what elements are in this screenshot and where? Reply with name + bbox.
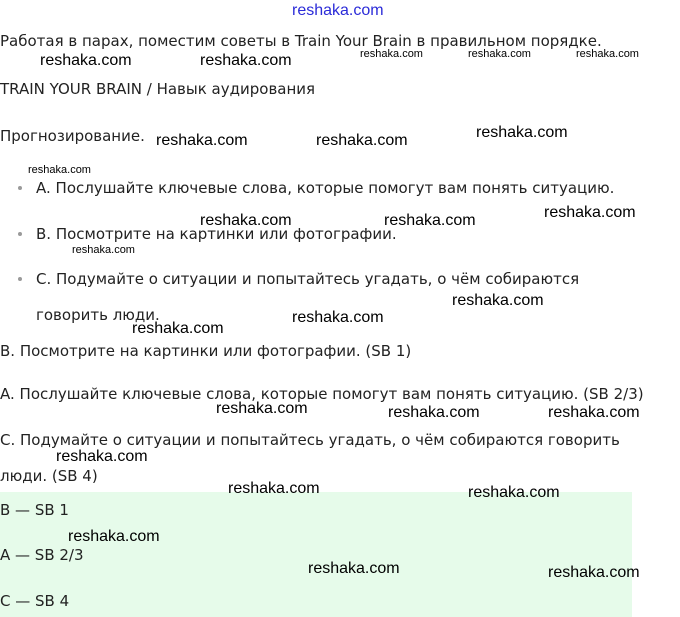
watermark: reshaka.com bbox=[216, 400, 308, 417]
watermark-top: reshaka.com bbox=[292, 2, 384, 19]
intro-text: Работая в парах, поместим советы в Train Your Brain в правильном порядке. bbox=[0, 32, 602, 50]
bullet-dot bbox=[18, 232, 22, 236]
watermark: reshaka.com bbox=[468, 484, 560, 501]
ordered-c: C. Подумайте о ситуации и попытайтесь угадать, о чём собираются говорить bbox=[0, 431, 620, 449]
watermark: reshaka.com bbox=[452, 292, 544, 309]
answer-a: A — SB 2/3 bbox=[0, 546, 84, 564]
watermark: reshaka.com bbox=[292, 309, 384, 326]
watermark: reshaka.com bbox=[548, 404, 640, 421]
watermark-small: reshaka.com bbox=[72, 244, 135, 256]
watermark: reshaka.com bbox=[548, 564, 640, 581]
ordered-b: B. Посмотрите на картинки или фотографии. (SB 1) bbox=[0, 342, 412, 360]
answer-box bbox=[0, 492, 632, 617]
watermark: reshaka.com bbox=[544, 204, 636, 221]
watermark: reshaka.com bbox=[388, 404, 480, 421]
watermark: reshaka.com bbox=[308, 560, 400, 577]
tip-a: A. Послушайте ключевые слова, которые помогут вам понять ситуацию. bbox=[36, 179, 615, 197]
tip-c: C. Подумайте о ситуации и попытайтесь угадать, о чём собираются bbox=[36, 270, 580, 288]
watermark-small: reshaka.com bbox=[28, 164, 91, 176]
ordered-c-continued: люди. (SB 4) bbox=[0, 467, 98, 485]
section-title: TRAIN YOUR BRAIN / Навык аудирования bbox=[0, 80, 316, 98]
ordered-a: A. Послушайте ключевые слова, которые помогут вам понять ситуацию. (SB 2/3) bbox=[0, 385, 644, 403]
answer-c: C — SB 4 bbox=[0, 592, 70, 610]
bullet-dot bbox=[18, 277, 22, 281]
bullet-dot bbox=[18, 186, 22, 190]
watermark: reshaka.com bbox=[476, 124, 568, 141]
watermark: reshaka.com bbox=[200, 52, 292, 69]
watermark-small: reshaka.com bbox=[360, 48, 423, 60]
tip-c-continued: говорить люди. bbox=[36, 306, 160, 324]
subheading: Прогнозирование. bbox=[0, 127, 145, 145]
watermark-small: reshaka.com bbox=[576, 48, 639, 60]
watermark: reshaka.com bbox=[156, 132, 248, 149]
watermark: reshaka.com bbox=[228, 480, 320, 497]
watermark: reshaka.com bbox=[384, 212, 476, 229]
watermark: reshaka.com bbox=[200, 212, 292, 229]
tip-b: B. Посмотрите на картинки или фотографии. bbox=[36, 225, 397, 243]
watermark: reshaka.com bbox=[56, 448, 148, 465]
watermark: reshaka.com bbox=[132, 320, 224, 337]
answer-b: B — SB 1 bbox=[0, 501, 69, 519]
watermark: reshaka.com bbox=[316, 132, 408, 149]
watermark: reshaka.com bbox=[68, 528, 160, 545]
watermark: reshaka.com bbox=[40, 52, 132, 69]
watermark-small: reshaka.com bbox=[468, 48, 531, 60]
